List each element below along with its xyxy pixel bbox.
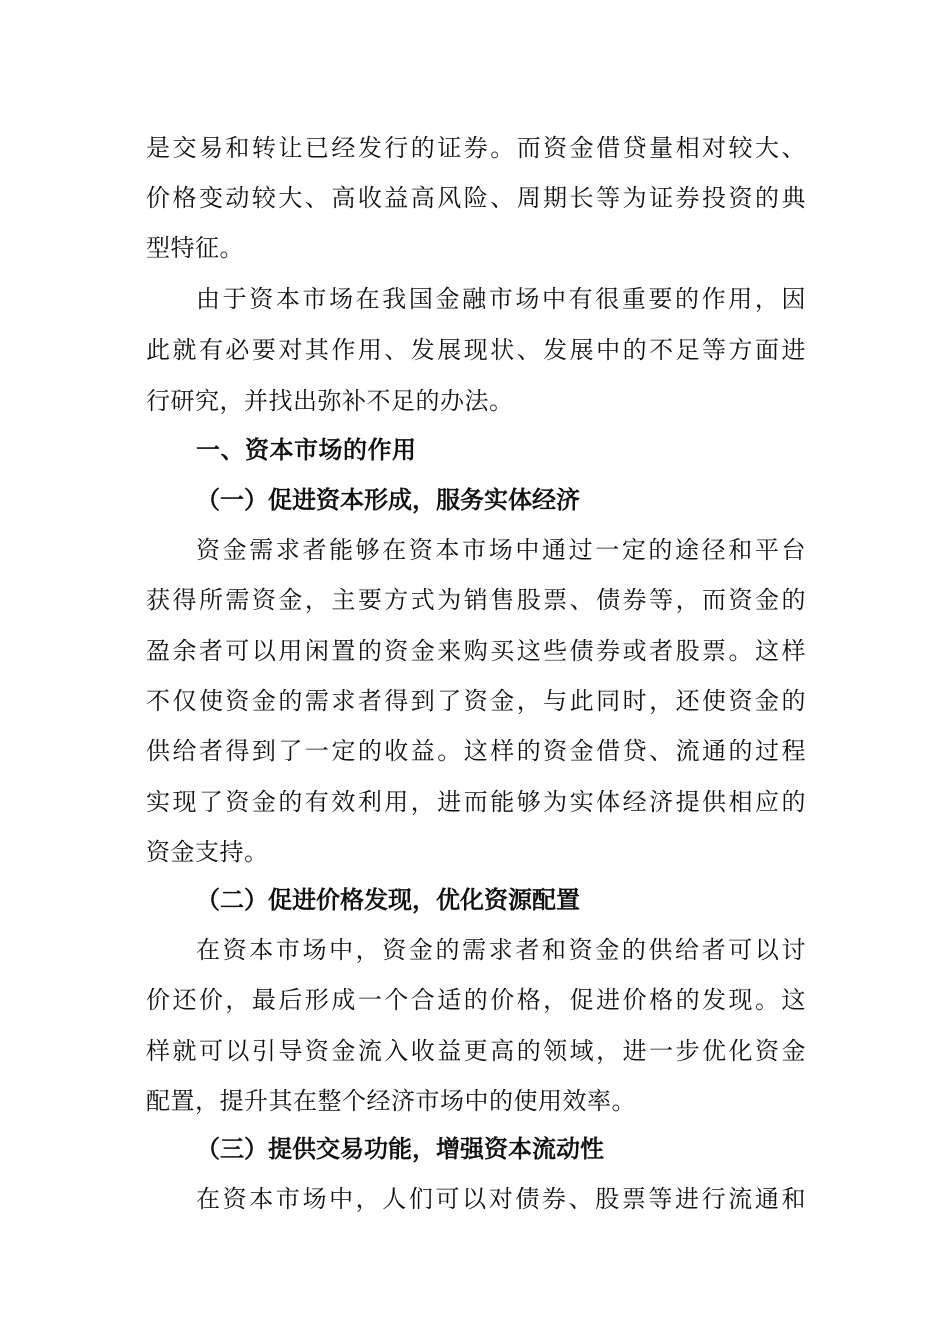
- paragraph-1-line-3: 型特征。: [146, 234, 244, 262]
- subsection-1-line-4: 不仅使资金的需求者得到了资金，与此同时，还使资金的: [146, 687, 806, 715]
- subsection-1-line-6: 实现了资金的有效利用，进而能够为实体经济提供相应的: [146, 788, 806, 816]
- subsection-1-line-5: 供给者得到了一定的收益。这样的资金借贷、流通的过程: [146, 737, 806, 765]
- paragraph-2-line-3: 行研究，并找出弥补不足的办法。: [146, 387, 514, 415]
- subsection-heading-3: （三）提供交易功能，增强资本流动性: [196, 1134, 604, 1163]
- section-heading-1: 一、资本市场的作用: [196, 435, 417, 464]
- paragraph-1-line-2: 价格变动较大、高收益高风险、周期长等为证券投资的典: [146, 184, 806, 212]
- subsection-2-line-2: 价还价，最后形成一个合适的价格，促进价格的发现。这: [146, 986, 806, 1014]
- paragraph-1-line-1: 是交易和转让已经发行的证券。而资金借贷量相对较大、: [146, 134, 806, 162]
- subsection-2-line-1: 在资本市场中，资金的需求者和资金的供给者可以讨: [196, 936, 806, 964]
- subsection-2-line-3: 样就可以引导资金流入收益更高的领域，进一步优化资金: [146, 1037, 806, 1065]
- paragraph-2-line-2: 此就有必要对其作用、发展现状、发展中的不足等方面进: [146, 336, 806, 364]
- subsection-1-line-7: 资金支持。: [146, 838, 269, 866]
- subsection-3-line-1: 在资本市场中，人们可以对债券、股票等进行流通和: [196, 1185, 806, 1213]
- subsection-2-line-4: 配置，提升其在整个经济市场中的使用效率。: [146, 1087, 636, 1115]
- subsection-1-line-3: 盈余者可以用闲置的资金来购买这些债券或者股票。这样: [146, 637, 806, 665]
- subsection-heading-2: （二）促进价格发现，优化资源配置: [196, 885, 580, 914]
- subsection-1-line-2: 获得所需资金，主要方式为销售股票、债券等，而资金的: [146, 586, 806, 614]
- subsection-heading-1: （一）促进资本形成，服务实体经济: [196, 485, 580, 514]
- paragraph-2-line-1: 由于资本市场在我国金融市场中有很重要的作用，因: [196, 285, 806, 313]
- subsection-1-line-1: 资金需求者能够在资本市场中通过一定的途径和平台: [196, 536, 806, 564]
